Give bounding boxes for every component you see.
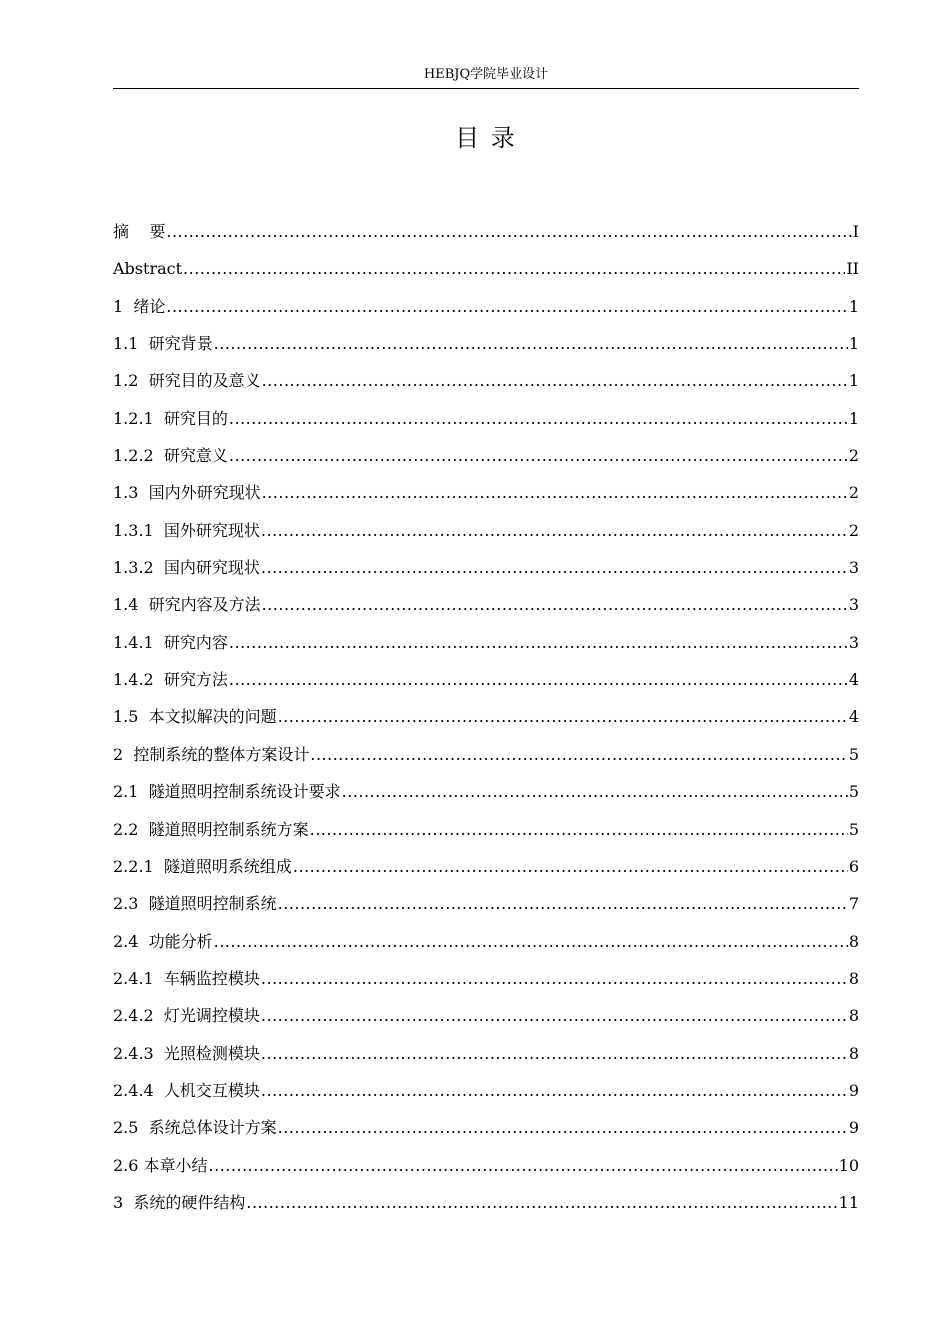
table-of-contents — [113, 213, 859, 1221]
toc-leader-dots — [214, 325, 848, 362]
toc-entry[interactable] — [113, 624, 859, 661]
toc-entry-label: 1.3 国内外研究现状 — [113, 483, 261, 503]
toc-entry-label: 1.4.2 研究方法 — [113, 670, 228, 690]
toc-entry-label: Abstract — [113, 259, 183, 279]
toc-page-number: 8 — [848, 1043, 859, 1063]
toc-entry-label: 1.2 研究目的及意义 — [113, 371, 261, 391]
toc-entry[interactable] — [113, 885, 859, 922]
toc-leader-dots — [310, 736, 847, 773]
toc-leader-dots — [278, 698, 848, 735]
toc-entry-label: 2.4.1 车辆监控模块 — [113, 968, 260, 988]
toc-page-number: 5 — [848, 819, 859, 839]
toc-entry[interactable] — [113, 811, 859, 848]
toc-entry-label: 摘 要 — [113, 222, 166, 241]
toc-page-number: 11 — [838, 1192, 859, 1212]
toc-leader-dots — [278, 885, 848, 922]
toc-entry-label: 1.2.1 研究目的 — [113, 408, 228, 428]
toc-page-number: 8 — [848, 968, 859, 988]
toc-page-number: 2 — [848, 483, 859, 503]
toc-leader-dots — [229, 437, 848, 474]
toc-entry-label: 2.5 系统总体设计方案 — [113, 1118, 277, 1138]
toc-leader-dots — [293, 848, 848, 885]
toc-page-number: 9 — [848, 1080, 859, 1100]
toc-page-number: 1 — [848, 408, 859, 428]
toc-entry-label: 2.1 隧道照明控制系统设计要求 — [113, 782, 341, 802]
toc-entry-label: 1.5 本文拟解决的问题 — [113, 707, 277, 727]
toc-page-number: 8 — [848, 1006, 859, 1026]
toc-page-number: 3 — [848, 558, 859, 578]
toc-page-number: 5 — [848, 782, 859, 802]
toc-page-number: 6 — [848, 856, 859, 876]
toc-entry[interactable] — [113, 549, 859, 586]
toc-leader-dots — [229, 661, 848, 698]
toc-entry[interactable] — [113, 1147, 859, 1184]
toc-page-number: 4 — [848, 707, 859, 727]
toc-leader-dots — [262, 586, 848, 623]
toc-entry[interactable] — [113, 698, 859, 735]
toc-leader-dots — [166, 213, 851, 250]
toc-entry-label: 2.4.3 光照检测模块 — [113, 1043, 260, 1063]
toc-entry-label: 2 控制系统的整体方案设计 — [113, 744, 310, 764]
toc-page-number: 10 — [838, 1155, 859, 1175]
toc-page-number: 1 — [848, 371, 859, 391]
toc-entry[interactable] — [113, 362, 859, 399]
toc-entry-label: 1.4.1 研究内容 — [113, 632, 228, 652]
toc-leader-dots — [229, 624, 848, 661]
toc-leader-dots — [214, 923, 848, 960]
toc-entry[interactable] — [113, 400, 859, 437]
toc-page-number: 3 — [848, 632, 859, 652]
toc-page-number: 5 — [848, 744, 859, 764]
toc-page-number: 2 — [848, 520, 859, 540]
toc-entry[interactable] — [113, 437, 859, 474]
page-header: HEBJQ学院毕业设计 — [423, 67, 549, 82]
toc-page-number: II — [846, 259, 859, 279]
toc-entry[interactable] — [113, 923, 859, 960]
toc-entry[interactable] — [113, 474, 859, 511]
toc-leader-dots — [261, 1035, 848, 1072]
toc-entry-label: 2.4.4 人机交互模块 — [113, 1080, 260, 1100]
page-title: 目 录 — [455, 124, 517, 152]
toc-leader-dots — [246, 1184, 837, 1221]
toc-leader-dots — [229, 400, 848, 437]
toc-entry[interactable] — [113, 773, 859, 810]
toc-entry-label: 1.3.1 国外研究现状 — [113, 520, 260, 540]
toc-leader-dots — [261, 549, 848, 586]
toc-entry[interactable] — [113, 661, 859, 698]
toc-page-number: 4 — [848, 670, 859, 690]
toc-entry-label: 3 系统的硬件结构 — [113, 1192, 246, 1212]
toc-entry-label: 1.2.2 研究意义 — [113, 446, 228, 466]
toc-entry[interactable] — [113, 1072, 859, 1109]
toc-leader-dots — [261, 960, 848, 997]
toc-entry[interactable] — [113, 512, 859, 549]
toc-page-number: 7 — [848, 894, 859, 914]
toc-page-number: 1 — [848, 296, 859, 316]
toc-entry-label: 2.4 功能分析 — [113, 931, 213, 951]
toc-entry[interactable] — [113, 250, 859, 287]
toc-page-number: 1 — [848, 334, 859, 354]
toc-leader-dots — [262, 474, 848, 511]
toc-entry-label: 1 绪论 — [113, 296, 166, 316]
toc-leader-dots — [262, 362, 848, 399]
toc-leader-dots — [261, 1072, 848, 1109]
toc-entry-label: 2.3 隧道照明控制系统 — [113, 894, 277, 914]
toc-leader-dots — [166, 288, 847, 325]
toc-leader-dots — [183, 250, 845, 287]
toc-entry[interactable] — [113, 1184, 859, 1221]
toc-entry[interactable] — [113, 736, 859, 773]
toc-entry-label: 1.3.2 国内研究现状 — [113, 558, 260, 578]
toc-entry-label: 2.4.2 灯光调控模块 — [113, 1006, 260, 1026]
toc-entry[interactable] — [113, 960, 859, 997]
toc-page-number: I — [852, 222, 859, 241]
toc-entry[interactable] — [113, 997, 859, 1034]
toc-leader-dots — [310, 811, 848, 848]
toc-page-number: 3 — [848, 595, 859, 615]
toc-leader-dots — [209, 1147, 838, 1184]
toc-leader-dots — [278, 1109, 848, 1146]
toc-leader-dots — [342, 773, 848, 810]
toc-entry-label: 2.2.1 隧道照明系统组成 — [113, 856, 292, 876]
toc-entry-label: 2.6 本章小结 — [113, 1155, 208, 1175]
toc-entry[interactable] — [113, 325, 859, 362]
toc-leader-dots — [261, 512, 848, 549]
toc-entry[interactable] — [113, 848, 859, 885]
toc-entry[interactable] — [113, 586, 859, 623]
toc-entry[interactable] — [113, 1109, 859, 1146]
toc-page-number: 8 — [848, 931, 859, 951]
toc-page-number: 2 — [848, 446, 859, 466]
header-rule — [113, 88, 859, 89]
toc-entry-label: 1.4 研究内容及方法 — [113, 595, 261, 615]
toc-page-number: 9 — [848, 1118, 859, 1138]
toc-leader-dots — [261, 997, 848, 1034]
toc-entry[interactable] — [113, 213, 859, 250]
toc-entry[interactable] — [113, 1035, 859, 1072]
toc-entry-label: 2.2 隧道照明控制系统方案 — [113, 819, 309, 839]
toc-entry[interactable] — [113, 288, 859, 325]
toc-entry-label: 1.1 研究背景 — [113, 334, 213, 354]
